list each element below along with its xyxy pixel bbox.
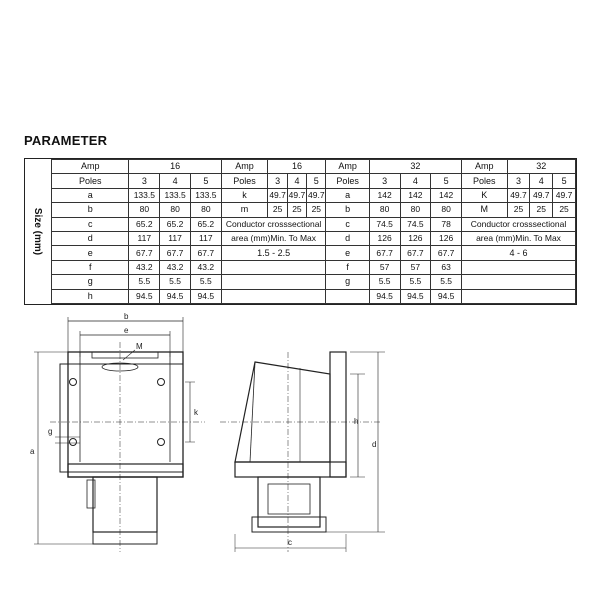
dimension-label: f bbox=[326, 260, 369, 274]
dimension-value: 63 bbox=[431, 260, 462, 274]
poles-label: Poles bbox=[52, 174, 129, 188]
key-value: 25 bbox=[553, 203, 576, 217]
side-view bbox=[220, 352, 385, 552]
dim-label-c: c bbox=[288, 538, 292, 547]
dimension-value: 57 bbox=[400, 260, 431, 274]
dimension-label: a bbox=[52, 188, 129, 202]
key-value: 49.7 bbox=[307, 188, 326, 202]
dimension-value: 67.7 bbox=[431, 246, 462, 260]
dimension-value: 142 bbox=[369, 188, 400, 202]
poles-row bbox=[52, 174, 576, 188]
dimension-value: 80 bbox=[431, 203, 462, 217]
dimension-value: 142 bbox=[400, 188, 431, 202]
dimension-value: 80 bbox=[400, 203, 431, 217]
technical-drawing bbox=[20, 312, 580, 557]
dimension-row bbox=[52, 275, 576, 289]
dimension-value: 5.5 bbox=[431, 275, 462, 289]
amp-label: Amp bbox=[462, 160, 508, 174]
key-value: 49.7 bbox=[287, 188, 306, 202]
dimension-value: 94.5 bbox=[190, 289, 221, 303]
conductor-range: 1.5 - 2.5 bbox=[221, 246, 326, 260]
dim-label-g: g bbox=[48, 427, 53, 436]
dimension-value: 133.5 bbox=[129, 188, 160, 202]
empty-cell bbox=[462, 289, 576, 303]
dimension-label: h bbox=[52, 289, 129, 303]
dimension-label: d bbox=[326, 231, 369, 245]
poles-value: 3 bbox=[129, 174, 160, 188]
conductor-subheading: area (mm)Min. To Max bbox=[221, 231, 326, 245]
dimension-value: 67.7 bbox=[190, 246, 221, 260]
dimension-value: 74.5 bbox=[400, 217, 431, 231]
key-value: 25 bbox=[268, 203, 287, 217]
dimension-row bbox=[52, 231, 576, 245]
dimension-value: 65.2 bbox=[190, 217, 221, 231]
dimension-value: 78 bbox=[431, 217, 462, 231]
dim-label-h: h bbox=[354, 417, 359, 426]
dimension-value: 43.2 bbox=[160, 260, 191, 274]
dimension-label: a bbox=[326, 188, 369, 202]
key-value: 25 bbox=[307, 203, 326, 217]
empty-cell bbox=[221, 275, 326, 289]
dimension-value: 67.7 bbox=[400, 246, 431, 260]
dimension-value: 80 bbox=[129, 203, 160, 217]
dimension-value: 67.7 bbox=[160, 246, 191, 260]
key-label: k bbox=[221, 188, 268, 202]
dimension-row bbox=[52, 203, 576, 217]
conductor-subheading: area (mm)Min. To Max bbox=[462, 231, 576, 245]
dimension-value: 117 bbox=[129, 231, 160, 245]
dimension-value: 5.5 bbox=[190, 275, 221, 289]
amp-label: Amp bbox=[326, 160, 369, 174]
dimension-value: 94.5 bbox=[369, 289, 400, 303]
dimension-label: b bbox=[52, 203, 129, 217]
parameter-table bbox=[51, 159, 576, 304]
dimension-value: 67.7 bbox=[369, 246, 400, 260]
empty-cell bbox=[221, 289, 326, 303]
poles-value: 4 bbox=[530, 174, 553, 188]
amp-label: Amp bbox=[221, 160, 268, 174]
poles-value: 5 bbox=[190, 174, 221, 188]
dimension-row bbox=[52, 289, 576, 303]
poles-value: 5 bbox=[307, 174, 326, 188]
dimension-value: 126 bbox=[400, 231, 431, 245]
empty-cell bbox=[462, 275, 576, 289]
dimension-value: 43.2 bbox=[190, 260, 221, 274]
dimension-value: 65.2 bbox=[129, 217, 160, 231]
poles-label: Poles bbox=[326, 174, 369, 188]
conductor-heading: Conductor crosssectional bbox=[221, 217, 326, 231]
poles-value: 4 bbox=[287, 174, 306, 188]
poles-value: 3 bbox=[369, 174, 400, 188]
key-label: m bbox=[221, 203, 268, 217]
dimension-value: 80 bbox=[369, 203, 400, 217]
key-value: 25 bbox=[287, 203, 306, 217]
dimension-value: 5.5 bbox=[160, 275, 191, 289]
dimension-value: 5.5 bbox=[129, 275, 160, 289]
dimension-value: 117 bbox=[190, 231, 221, 245]
key-label: M bbox=[462, 203, 508, 217]
page-heading: PARAMETER bbox=[24, 133, 108, 148]
conductor-range: 4 - 6 bbox=[462, 246, 576, 260]
dimension-value: 117 bbox=[160, 231, 191, 245]
dimension-value: 126 bbox=[369, 231, 400, 245]
dimension-value: 94.5 bbox=[129, 289, 160, 303]
dimension-value: 142 bbox=[431, 188, 462, 202]
dimension-value: 126 bbox=[431, 231, 462, 245]
dim-label-d: d bbox=[372, 440, 377, 449]
dimension-label: c bbox=[326, 217, 369, 231]
dim-label-k: k bbox=[194, 408, 198, 417]
dimension-value: 80 bbox=[190, 203, 221, 217]
poles-value: 4 bbox=[160, 174, 191, 188]
dimension-value: 57 bbox=[369, 260, 400, 274]
conductor-heading: Conductor crosssectional bbox=[462, 217, 576, 231]
poles-value: 3 bbox=[268, 174, 287, 188]
poles-value: 3 bbox=[507, 174, 530, 188]
dimension-label: e bbox=[52, 246, 129, 260]
dimension-value: 94.5 bbox=[160, 289, 191, 303]
key-value: 49.7 bbox=[507, 188, 530, 202]
front-view bbox=[34, 317, 205, 552]
dimension-value: 67.7 bbox=[129, 246, 160, 260]
dimension-value: 133.5 bbox=[190, 188, 221, 202]
dimension-row bbox=[52, 217, 576, 231]
dimension-value: 5.5 bbox=[400, 275, 431, 289]
dimension-row bbox=[52, 246, 576, 260]
poles-label: Poles bbox=[221, 174, 268, 188]
amp-value: 32 bbox=[507, 160, 575, 174]
amp-value: 16 bbox=[268, 160, 326, 174]
poles-value: 5 bbox=[431, 174, 462, 188]
dimension-label: f bbox=[52, 260, 129, 274]
amp-value: 16 bbox=[129, 160, 221, 174]
poles-label: Poles bbox=[462, 174, 508, 188]
dimension-label bbox=[326, 289, 369, 303]
dim-label-b: b bbox=[124, 312, 129, 321]
key-value: 49.7 bbox=[553, 188, 576, 202]
amp-label: Amp bbox=[52, 160, 129, 174]
dimension-value: 5.5 bbox=[369, 275, 400, 289]
key-label: K bbox=[462, 188, 508, 202]
dimension-row bbox=[52, 188, 576, 202]
dim-label-m: M bbox=[136, 342, 143, 351]
dimension-value: 43.2 bbox=[129, 260, 160, 274]
key-value: 25 bbox=[507, 203, 530, 217]
key-value: 25 bbox=[530, 203, 553, 217]
dim-label-e: e bbox=[124, 326, 129, 335]
dimension-value: 133.5 bbox=[160, 188, 191, 202]
dimension-label: g bbox=[52, 275, 129, 289]
empty-cell bbox=[462, 260, 576, 274]
dim-label-a: a bbox=[30, 447, 35, 456]
dimension-value: 80 bbox=[160, 203, 191, 217]
amp-value: 32 bbox=[369, 160, 461, 174]
dimension-row bbox=[52, 260, 576, 274]
poles-value: 4 bbox=[400, 174, 431, 188]
parameter-table-frame bbox=[24, 158, 577, 305]
dimension-value: 65.2 bbox=[160, 217, 191, 231]
key-value: 49.7 bbox=[268, 188, 287, 202]
dimension-value: 74.5 bbox=[369, 217, 400, 231]
dimension-value: 94.5 bbox=[400, 289, 431, 303]
key-value: 49.7 bbox=[530, 188, 553, 202]
dimension-label: d bbox=[52, 231, 129, 245]
poles-value: 5 bbox=[553, 174, 576, 188]
dimension-value: 94.5 bbox=[431, 289, 462, 303]
dimension-label: e bbox=[326, 246, 369, 260]
dimension-label: g bbox=[326, 275, 369, 289]
empty-cell bbox=[221, 260, 326, 274]
dimension-label: b bbox=[326, 203, 369, 217]
amp-row bbox=[52, 160, 576, 174]
dimension-label: c bbox=[52, 217, 129, 231]
size-axis-label: Size (mm) bbox=[32, 207, 44, 256]
